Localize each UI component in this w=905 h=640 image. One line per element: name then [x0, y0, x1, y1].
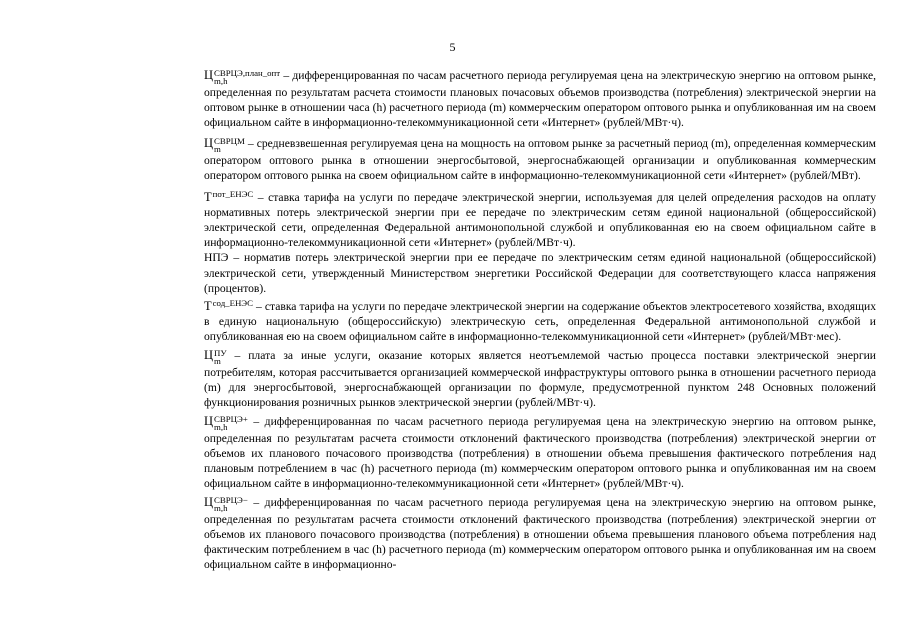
definition-price-capacity [204, 136, 876, 183]
symbol-superscript: СВРЦЭ− [214, 495, 248, 506]
definition-text: – плата за иные услуги, оказание которых является неотъемлемой частью процесса поставки электрической энергии потребителям, которая рассчитывается организацией коммерческой инфраструктуры оптового рынка в отношении расчетного периода (m) для энергосбытовой, энергоснабжающей организации по формуле, предусмотренной пунктом 248 Основных положений функционирования розничных рынков электрической энергии (рублей/МВт·ч). [204, 348, 876, 409]
definition-tariff-losses [204, 187, 876, 250]
page-number: 5 [449, 40, 456, 54]
symbol-subscript: m [214, 355, 221, 366]
definitions-list [204, 68, 876, 572]
formula-symbol: Ц ПУ m [204, 347, 227, 366]
symbol-subscript: m [214, 143, 221, 154]
symbol-superscript: сод_ЕНЭС [212, 297, 253, 308]
symbol-subscript: m,h [214, 503, 228, 514]
symbol-subscript: m,h [214, 421, 228, 432]
symbol-superscript: ПУ [214, 347, 227, 358]
definition-text: – дифференцированная по часам расчетного периода регулируемая цена на электрическую энергию на оптовом рынке, определенная по результатам расчета стоимости отклонений фактического производства (потребления) электрической энергии от объемов их планового почасового производства (потребления) в отношении объема превышения планового объема потребления над фактическим потреблением в час (h) расчетного периода (m) коммерческим оператором оптового рынка и опубликованная им на своем официальном сайте в информационно- [204, 496, 876, 572]
definition-text: – средневзвешенная регулируемая цена на мощность на оптовом рынке за расчетный период (m), определенная коммерческим оператором оптового рынка в отношении энергосбытовой, энергоснабжающей организации и опубликованная коммерческим оператором оптового рынка на своем официальном сайте в информационно-телекоммуникационной сети «Интернет» (рублей/МВт). [204, 137, 876, 183]
formula-symbol: $Т^{пот\_ЕНЭС}$ [204, 189, 254, 205]
definition-text: – ставка тарифа на услуги по передаче электрической энергии на содержание объектов электросетевого хозяйства, входящих в единую национальную (общероссийскую) электрическую сеть, определенная Федеральной антимонопольной службой и опубликованная ею на своем официальном сайте в информационно-телекоммуникационной сети «Интернет» (рублей/МВт·мес). [204, 299, 876, 343]
formula-symbol: $Т^{сод\_ЕНЭС}$ [204, 297, 253, 313]
formula-symbol: Ц СВРЦЭ,план_опт m,h [204, 67, 281, 86]
definition-other-services-fee [204, 348, 876, 410]
formula-symbol: Ц СВРЦМ m [204, 135, 245, 154]
formula-symbol: Ц СВРЦЭ− m,h [204, 495, 248, 514]
definition-text: – дифференцированная по часам расчетного периода регулируемая цена на электрическую энергию на оптовом рынке, определенная по результатам расчета стоимости отклонений фактического производства (потребления) электрической энергии от объемов их планового почасового производства (потребления) в отношении объема превышения фактического потребления над плановым потреблением в час (h) расчетного периода (m) коммерческим оператором оптового рынка и опубликованная им на своем официальном сайте в информационно-телекоммуникационной сети «Интернет» (рублей/МВт·ч). [204, 415, 876, 491]
symbol-superscript: СВРЦЭ+ [214, 413, 248, 424]
symbol-superscript: пот_ЕНЭС [212, 189, 254, 200]
definition-price-energy-plan [204, 68, 876, 130]
symbol-subscript: m,h [214, 75, 228, 86]
definition-price-deviation-minus [204, 495, 876, 572]
definition-text: – дифференцированная по часам расчетного периода регулируемая цена на электрическую энергию на оптовом рынке, определенная по результатам расчета стоимости плановых почасовых объемов производства (потребления) электрической энергии на оптовом рынке в отношении часа (h) расчетного периода (m) коммерческим оператором оптового рынка и опубликованная им на своем официальном сайте в информационно-телекоммуникационной сети «Интернет» (рублей/МВт·ч). [204, 69, 876, 130]
formula-symbol: НПЭ [204, 251, 229, 265]
symbol-superscript: СВРЦМ [214, 135, 245, 146]
formula-symbol: Ц СВРЦЭ+ m,h [204, 413, 248, 432]
definition-text: – норматив потерь электрической энергии при ее передаче по электрическим сетям единой национальной (общероссийской) электрической сети, утвержденный Министерством энергетики Российской Федерации для соответствующего класса напряжения (процентов). [204, 251, 876, 295]
definition-loss-norm [204, 250, 876, 295]
definition-text: – ставка тарифа на услуги по передаче электрической энергии, используемая для целей определения расходов на оплату нормативных потерь электрической энергии при ее передаче по электрическим сетям единой национальной (общероссийской) электрической сети, определенная Федеральной антимонопольной службой и опубликованная ею на своем официальном сайте в информационно-телекоммуникационной сети «Интернет» (рублей/МВт·ч). [204, 191, 876, 250]
symbol-superscript: СВРЦЭ,план_опт [214, 67, 281, 78]
definition-tariff-maintenance [204, 296, 876, 344]
definition-price-deviation-plus [204, 414, 876, 491]
